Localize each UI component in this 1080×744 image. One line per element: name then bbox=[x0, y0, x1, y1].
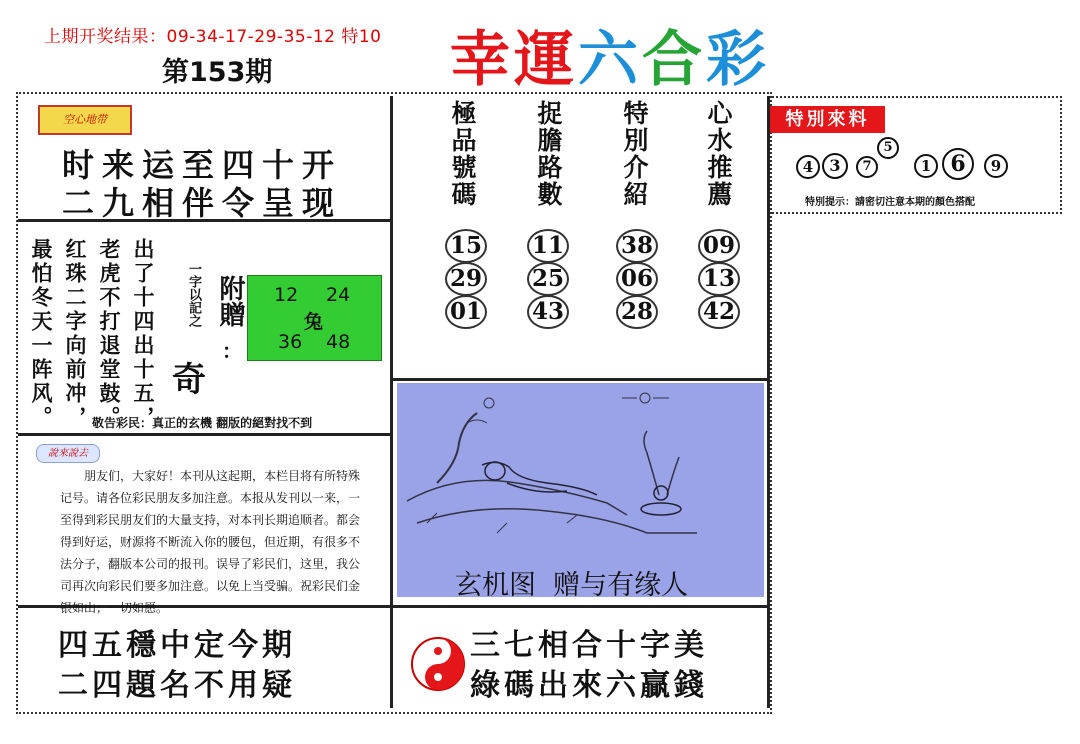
number-circle: 11 bbox=[527, 229, 569, 263]
poem-column: 最怕冬天一阵风。 bbox=[29, 238, 54, 430]
special-digit: 5 bbox=[877, 137, 899, 159]
number-circle: 09 bbox=[698, 229, 740, 263]
special-digit: 6 bbox=[942, 148, 974, 180]
special-tag: 特別來料 bbox=[770, 106, 885, 133]
number-circle: 25 bbox=[527, 262, 569, 296]
gift-label: 附贈 bbox=[215, 275, 245, 327]
special-hint: 特別提示：請密切注意本期的顏色搭配 bbox=[805, 197, 975, 208]
number-circle: 01 bbox=[445, 295, 487, 329]
zodiac-number: 24 bbox=[326, 284, 351, 306]
issue-number: 第153期 bbox=[162, 57, 273, 88]
odd-char: 奇 bbox=[172, 360, 206, 400]
saying-tag: 說來說去 bbox=[36, 444, 100, 463]
bottom-right-line-2: 綠碼出來六贏錢 bbox=[470, 668, 708, 703]
number-circle: 15 bbox=[445, 229, 487, 263]
column-heading: 特別介紹 bbox=[620, 100, 649, 208]
zodiac-box bbox=[247, 275, 382, 361]
number-circle: 43 bbox=[527, 295, 569, 329]
column-heading: 捉膽路數 bbox=[534, 100, 563, 208]
logo-char: 彩 bbox=[706, 25, 770, 95]
divider bbox=[767, 96, 770, 708]
notice-text: 敬告彩民：真正的玄機 翻版的絕對找不到 bbox=[92, 416, 313, 430]
bottom-left-line-1: 四五穩中定今期 bbox=[58, 628, 296, 663]
logo-char: 六 bbox=[578, 25, 642, 95]
heart-line-1: 时来运至四十开 bbox=[62, 146, 343, 184]
number-circle: 38 bbox=[616, 229, 658, 263]
special-digit: 4 bbox=[796, 155, 820, 179]
logo-char: 運 bbox=[514, 25, 578, 95]
zodiac-number: 12 bbox=[274, 284, 299, 306]
column-heading: 心水推薦 bbox=[704, 100, 733, 208]
zodiac-number: 48 bbox=[326, 331, 351, 353]
special-digit: 9 bbox=[984, 154, 1008, 178]
special-digit: 1 bbox=[914, 154, 938, 178]
picture-caption: 玄机图 赠与有缘人 bbox=[455, 570, 689, 601]
special-digit: 3 bbox=[822, 153, 848, 179]
number-circle: 29 bbox=[445, 262, 487, 296]
number-circle: 28 bbox=[616, 295, 658, 329]
heart-line-2: 二九相伴令呈现 bbox=[62, 184, 343, 222]
poem-column: 老虎不打退堂鼓。 bbox=[97, 238, 122, 430]
divider bbox=[18, 433, 390, 436]
zodiac-number: 36 bbox=[278, 331, 303, 353]
logo-char: 幸 bbox=[450, 25, 514, 95]
special-digit: 7 bbox=[856, 156, 878, 178]
column-heading: 極品號碼 bbox=[448, 100, 477, 208]
saying-paragraph: 朋友们，大家好！本刊从这起期，本栏目将有所特殊记号。请各位彩民朋友多加注意。本报从发刊以一来，一至得到彩民朋友们的大量支持，对本刊长期追顺者。都会得到好运，财源将不断流入你的腰包，但近期，有很多不法分子，翻版本公司的报刊。误导了彩民们，这里，我公司再次向彩民们要多加注意。以免上当受骗。祝彩民们金银如山；一切如愿。 bbox=[60, 469, 361, 615]
number-circle: 13 bbox=[698, 262, 740, 296]
bottom-left-line-2: 二四題名不用疑 bbox=[58, 668, 296, 703]
number-circle: 42 bbox=[698, 295, 740, 329]
number-circle: 06 bbox=[616, 262, 658, 296]
logo-char: 合 bbox=[642, 25, 706, 95]
divider bbox=[392, 378, 768, 381]
last-result-text: 上期开奖结果：09-34-17-29-35-12 特10 bbox=[44, 27, 382, 47]
heart-tag: 空心地带 bbox=[38, 105, 132, 135]
bottom-right-line-1: 三七相合十字美 bbox=[470, 628, 708, 663]
gift-note: 一字以記之 bbox=[186, 262, 201, 327]
zodiac-animal: 兔 bbox=[304, 311, 324, 333]
logo-title bbox=[450, 12, 770, 98]
gift-colon: ： bbox=[222, 339, 242, 363]
poem-column: 红珠二字向前冲， bbox=[63, 238, 88, 430]
yin-yang-icon bbox=[410, 636, 466, 692]
poem-column: 出了十四出十五， bbox=[131, 238, 156, 430]
divider bbox=[390, 96, 393, 708]
